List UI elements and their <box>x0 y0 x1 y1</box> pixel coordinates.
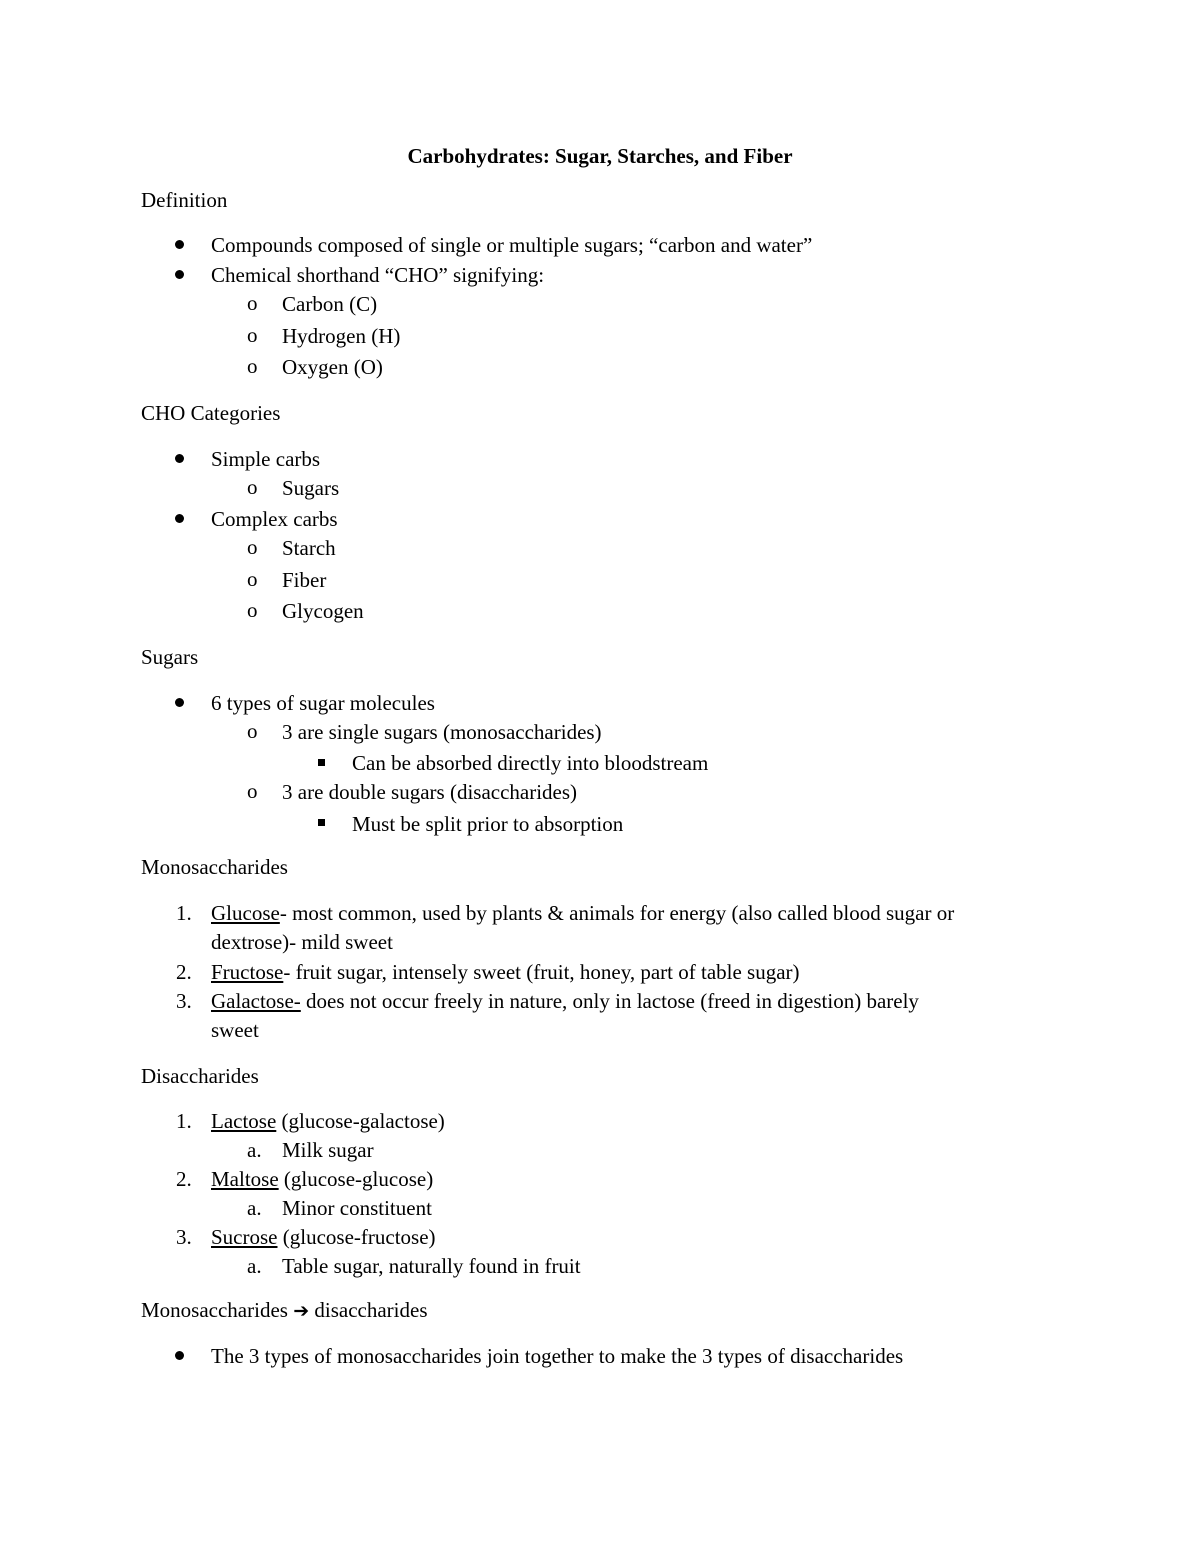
heading-disaccharides: Disaccharides <box>141 1064 259 1088</box>
term-lactose: Lactose <box>211 1109 277 1133</box>
letter-marker: a. <box>247 1138 262 1162</box>
sub-bullet-marker: o <box>247 598 258 622</box>
list-item: 6 types of sugar molecules <box>211 691 435 715</box>
list-item <box>211 899 954 927</box>
sub-bullet-marker: o <box>247 475 258 499</box>
sub-bullet-marker: o <box>247 779 258 803</box>
item-text: (glucose-galactose) <box>276 1109 445 1133</box>
list-item <box>211 1165 433 1193</box>
term-galactose: Galactose- <box>211 989 301 1013</box>
sub-bullet-marker: o <box>247 291 258 315</box>
square-bullet-marker <box>318 759 325 766</box>
sub-bullet-marker: o <box>247 354 258 378</box>
list-item: Milk sugar <box>282 1138 374 1162</box>
list-item: Carbon (C) <box>282 292 378 316</box>
list-item <box>211 958 800 986</box>
number-marker: 2. <box>176 960 192 984</box>
number-marker: 1. <box>176 1109 192 1133</box>
list-item: Compounds composed of single or multiple sugars; “carbon and water” <box>211 233 813 257</box>
bullet-marker <box>175 454 184 463</box>
number-marker: 1. <box>176 901 192 925</box>
list-item: Glycogen <box>282 599 364 623</box>
list-item <box>211 987 919 1015</box>
list-item: Oxygen (O) <box>282 355 383 379</box>
item-text: (glucose-fructose) <box>277 1225 436 1249</box>
heading-left: Monosaccharides <box>141 1298 294 1322</box>
list-item: Chemical shorthand “CHO” signifying: <box>211 263 545 287</box>
list-item: The 3 types of monosaccharides join together to make the 3 types of disaccharides <box>211 1344 904 1368</box>
list-item: Hydrogen (H) <box>282 324 401 348</box>
bullet-marker <box>175 270 184 279</box>
list-item <box>211 1107 445 1135</box>
heading-categories: CHO Categories <box>141 401 281 425</box>
list-item: Must be split prior to absorption <box>352 812 624 836</box>
item-text: - most common, used by plants & animals for energy (also called blood sugar or <box>279 901 955 925</box>
list-item: 3 are single sugars (monosaccharides) <box>282 720 602 744</box>
sub-bullet-marker: o <box>247 567 258 591</box>
list-item <box>211 1223 436 1251</box>
list-item: Simple carbs <box>211 447 321 471</box>
list-item: Starch <box>282 536 336 560</box>
list-item: Fiber <box>282 568 327 592</box>
sub-bullet-marker: o <box>247 719 258 743</box>
number-marker: 2. <box>176 1167 192 1191</box>
sub-bullet-marker: o <box>247 323 258 347</box>
letter-marker: a. <box>247 1196 262 1220</box>
item-text: - fruit sugar, intensely sweet (fruit, honey, part of table sugar) <box>283 960 800 984</box>
bullet-marker <box>175 514 184 523</box>
letter-marker: a. <box>247 1254 262 1278</box>
arrow-right-icon: ➔ <box>293 1300 310 1322</box>
number-marker: 3. <box>176 989 192 1013</box>
heading-monosaccharides: Monosaccharides <box>141 855 288 879</box>
square-bullet-marker <box>318 819 325 826</box>
list-item: Minor constituent <box>282 1196 432 1220</box>
document-title: Carbohydrates: Sugar, Starches, and Fiber <box>407 144 793 168</box>
list-item: Complex carbs <box>211 507 338 531</box>
term-sucrose: Sucrose <box>211 1225 278 1249</box>
heading-right: disaccharides <box>309 1298 428 1322</box>
heading-sugars: Sugars <box>141 645 199 669</box>
bullet-marker <box>175 698 184 707</box>
list-item-continuation: sweet <box>211 1018 259 1042</box>
list-item: Table sugar, naturally found in fruit <box>282 1254 581 1278</box>
list-item: Can be absorbed directly into bloodstream <box>352 751 709 775</box>
item-text: does not occur freely in nature, only in lactose (freed in digestion) barely <box>300 989 919 1013</box>
list-item: Sugars <box>282 476 340 500</box>
heading-definition: Definition <box>141 188 228 212</box>
list-item: 3 are double sugars (disaccharides) <box>282 780 578 804</box>
number-marker: 3. <box>176 1225 192 1249</box>
heading-conversion <box>141 1296 428 1325</box>
term-maltose: Maltose <box>211 1167 279 1191</box>
term-fructose: Fructose <box>211 960 284 984</box>
sub-bullet-marker: o <box>247 535 258 559</box>
bullet-marker <box>175 1351 184 1360</box>
bullet-marker <box>175 240 184 249</box>
term-glucose: Glucose <box>211 901 280 925</box>
list-item-continuation: dextrose)- mild sweet <box>211 930 393 954</box>
item-text: (glucose-glucose) <box>278 1167 434 1191</box>
